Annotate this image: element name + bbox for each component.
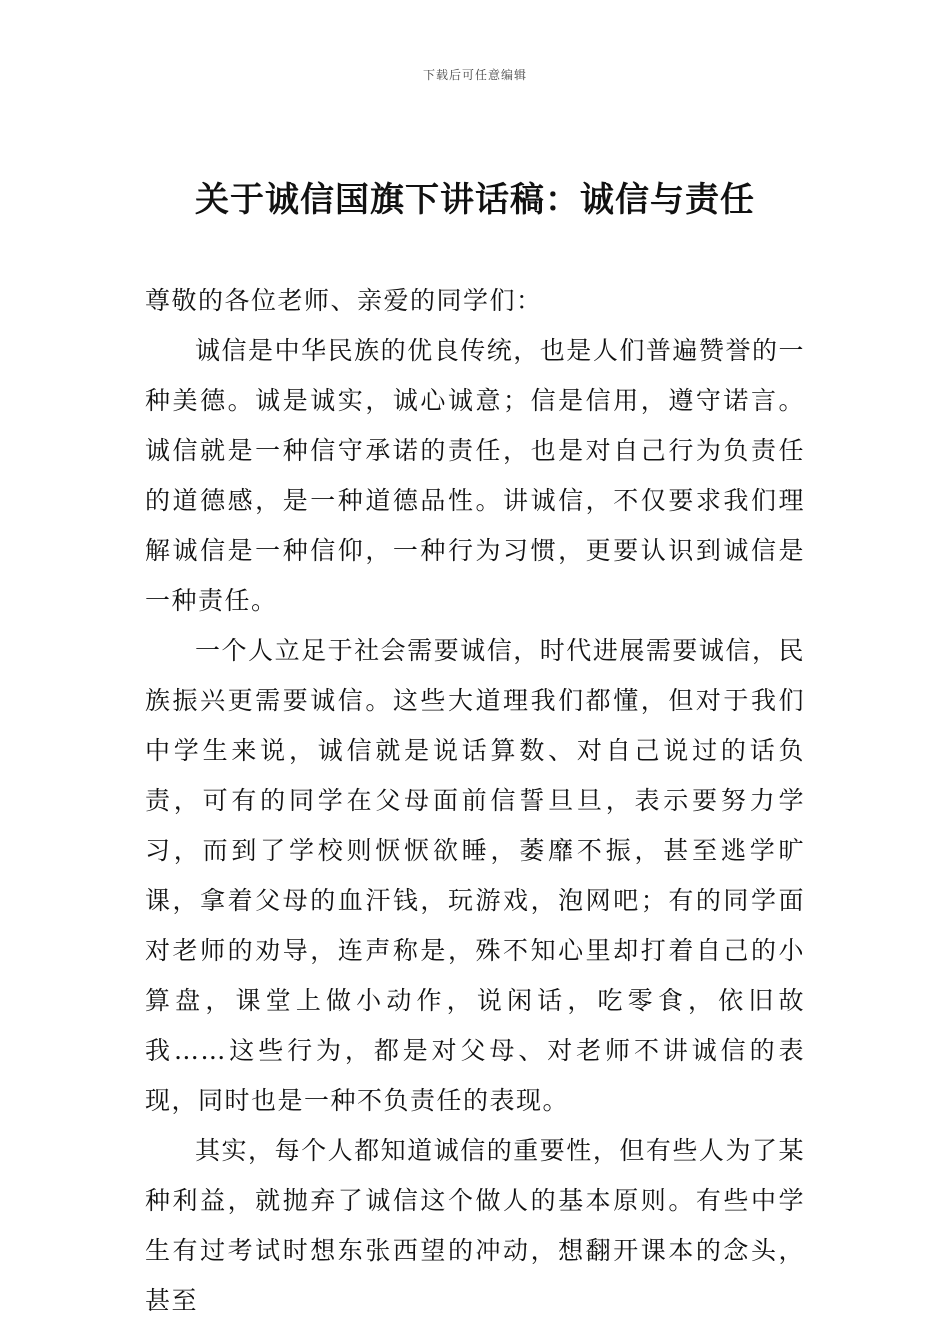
header-note: 下载后可任意编辑 — [422, 68, 527, 82]
salutation: 尊敬的各位老师、亲爱的同学们： — [145, 286, 543, 315]
paragraph-3: 其实，每个人都知道诚信的重要性，但有些人为了某种利益，就抛弃了诚信这个做人的基本原则。有些中学生有过考试时想东张西望的冲动，想翻开课本的念头，甚至 — [145, 1136, 805, 1315]
paragraph-1: 诚信是中华民族的优良传统，也是人们普遍赞誉的一种美德。诚是诚实，诚心诚意；信是信用，遵守诺言。诚信就是一种信守承诺的责任，也是对自己行为负责任的道德感，是一种道德品性。讲诚信，不仅要求我们理解诚信是一种信仰，一种行为习惯，更要认识到诚信是一种责任。 — [145, 336, 805, 615]
document-body — [145, 276, 805, 1326]
document-title: 关于诚信国旗下讲话稿：诚信与责任 — [195, 180, 755, 220]
paragraph-2: 一个人立足于社会需要诚信，时代进展需要诚信，民族振兴更需要诚信。这些大道理我们都懂，但对于我们中学生来说，诚信就是说话算数、对自己说过的话负责，可有的同学在父母面前信誓旦旦，表示要努力学习，而到了学校则恹恹欲睡，萎靡不振，甚至逃学旷课，拿着父母的血汗钱，玩游戏，泡网吧；有的同学面对老师的劝导，连声称是，殊不知心里却打着自己的小算盘，课堂上做小动作，说闲话，吃零食，依旧故我……这些行为，都是对父母、对老师不讲诚信的表现，同时也是一种不负责任的表现。 — [145, 636, 805, 1115]
